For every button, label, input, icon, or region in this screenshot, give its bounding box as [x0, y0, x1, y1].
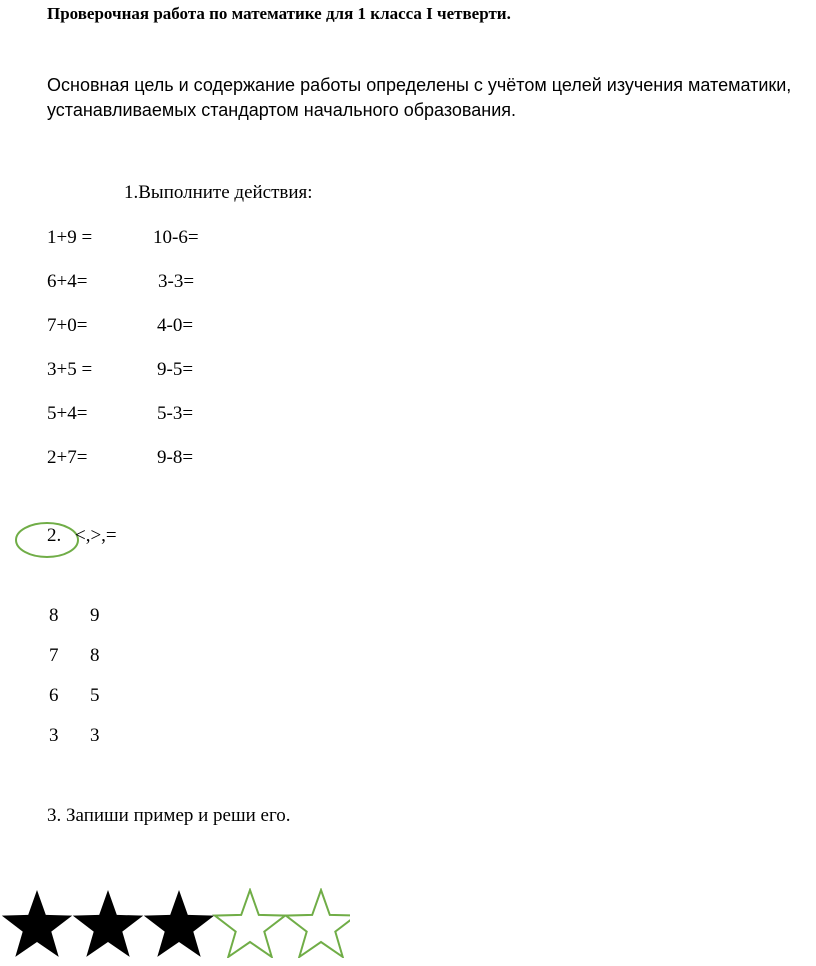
task2-signs: <,>,=	[75, 525, 117, 546]
task3-heading: 3. Запиши пример и реши его.	[47, 805, 291, 826]
exercise-left: 2+7=	[47, 447, 88, 468]
compare-left: 3	[49, 725, 59, 746]
task1-heading: 1.Выполните действия:	[124, 182, 313, 203]
star-empty-icon	[286, 890, 350, 957]
compare-right: 9	[90, 605, 100, 626]
exercise-right: 3-3=	[158, 271, 195, 292]
exercise-right: 5-3=	[157, 403, 194, 424]
exercise-right: 9-5=	[157, 359, 194, 380]
compare-left: 7	[49, 645, 59, 666]
intro-text-line-1: Основная цель и содержание работы определены с учётом целей изучения математики,	[47, 75, 792, 95]
star-empty-icon	[215, 890, 285, 957]
compare-left: 6	[49, 685, 59, 706]
exercise-left: 7+0=	[47, 315, 88, 336]
star-filled-icon	[144, 890, 214, 957]
compare-right: 5	[90, 685, 100, 706]
compare-left: 8	[49, 605, 59, 626]
exercise-left: 6+4=	[47, 271, 88, 292]
exercise-left: 1+9 =	[47, 227, 93, 248]
task2-number: 2.	[47, 525, 62, 546]
star-rating	[0, 888, 350, 958]
star-filled-icon	[73, 890, 143, 957]
exercise-right: 10-6=	[153, 227, 199, 248]
star-filled-icon	[2, 890, 72, 957]
compare-right: 8	[90, 645, 100, 666]
exercise-right: 4-0=	[157, 315, 194, 336]
compare-right: 3	[90, 725, 100, 746]
page-title: Проверочная работа по математике для 1 класса I четверти.	[47, 4, 511, 23]
exercise-left: 5+4=	[47, 403, 88, 424]
exercise-left: 3+5 =	[47, 359, 93, 380]
intro-text-line-2: устанавливаемых стандартом начального образования.	[47, 100, 517, 120]
exercise-right: 9-8=	[157, 447, 194, 468]
